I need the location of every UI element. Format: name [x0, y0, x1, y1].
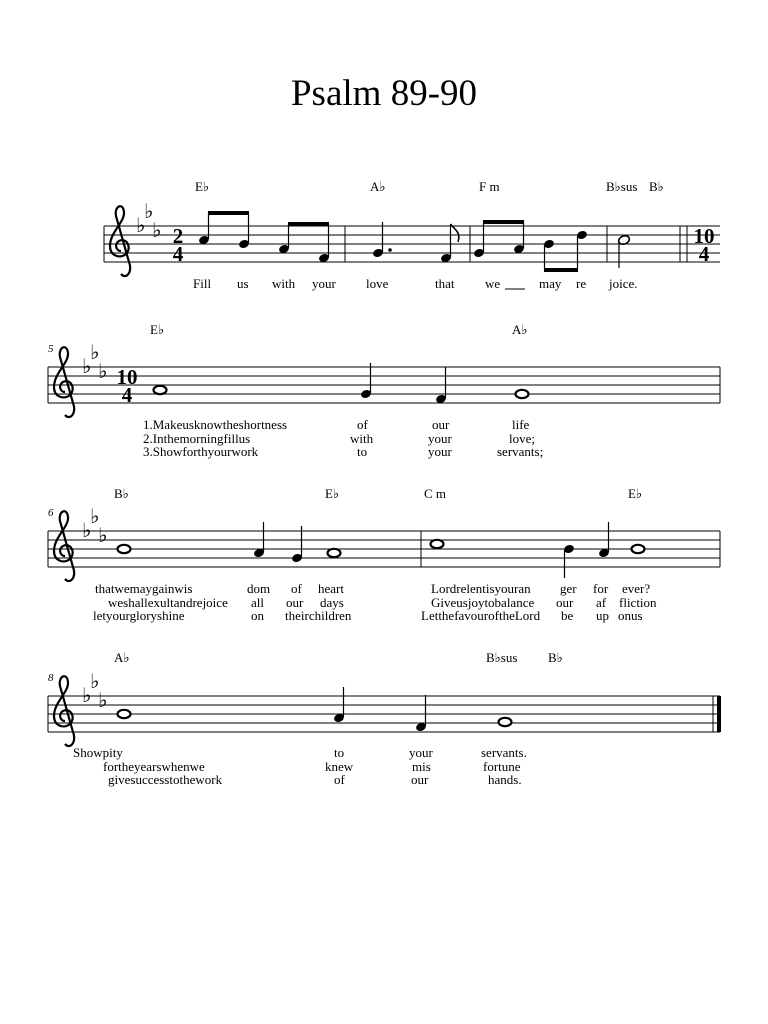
flag	[451, 224, 459, 242]
chord-symbol: B♭	[114, 486, 129, 501]
lyric-syllable: us	[237, 276, 249, 291]
lyric-syllable: Fill	[193, 276, 212, 291]
chord-symbol: E♭	[628, 486, 643, 501]
lyric-syllable: letyourgloryshine	[93, 608, 185, 623]
flat-icon: ♭	[152, 220, 162, 242]
time-signature-numerator: 2	[172, 224, 184, 248]
system-4	[48, 650, 721, 787]
lyric-syllable: hands.	[488, 772, 522, 787]
note-head	[154, 386, 167, 394]
notes-measure-5	[154, 363, 529, 404]
lyrics-verse-2	[108, 595, 657, 610]
flat-icon: ♭	[82, 520, 92, 542]
staff-lines	[48, 367, 720, 403]
lyric-syllable: all	[251, 595, 264, 610]
chord-symbol: A♭	[512, 322, 528, 337]
lyric-syllable: joice.	[609, 276, 638, 291]
notes-measure-7	[431, 522, 645, 578]
lyric-syllable: life	[512, 417, 530, 432]
lyric-syllable: on	[251, 608, 264, 623]
lyric-syllable: Giveusjoytobalance	[431, 595, 535, 610]
lyric-syllable: to	[357, 444, 368, 459]
note-head	[431, 540, 444, 548]
lyric-syllable: your	[312, 276, 336, 291]
lyric-syllable: onus	[618, 608, 643, 623]
flat-icon: ♭	[82, 685, 92, 707]
lyric-syllable: your	[428, 431, 452, 446]
lyrics-verse-3	[143, 444, 543, 459]
lyric-syllable: of	[291, 581, 302, 596]
lyric-syllable: theirchildren	[285, 608, 352, 623]
lyric-syllable: ever?	[622, 581, 651, 596]
notes-measure-6	[118, 522, 341, 563]
lyric-syllable: we	[485, 276, 501, 291]
lyric-syllable: mis	[412, 759, 431, 774]
flat-icon: ♭	[90, 671, 100, 693]
time-signature-denominator: 4	[172, 242, 184, 266]
note-head	[632, 545, 645, 553]
dot	[388, 248, 392, 252]
lyric-syllable: be	[561, 608, 574, 623]
lyric-syllable: knew	[325, 759, 354, 774]
measure-number: 8	[48, 672, 54, 684]
chord-symbol: A♭	[370, 179, 386, 194]
chord-symbol: F m	[479, 179, 500, 194]
staff-lines	[48, 531, 720, 567]
lyrics-verse-3	[93, 608, 643, 623]
notes-measure-4	[617, 234, 630, 268]
notes-measure-8	[118, 687, 512, 732]
lyric-syllable: servants;	[497, 444, 544, 459]
flat-icon: ♭	[144, 201, 154, 223]
flat-icon: ♭	[98, 525, 108, 547]
lyric-syllable: weshallexultandrejoice	[108, 595, 228, 610]
lyric-syllable: fortune	[483, 759, 521, 774]
chord-symbol: B♭	[548, 650, 563, 665]
beam	[544, 268, 578, 272]
time-signature-numerator: 10	[693, 224, 715, 248]
lyric-syllable: our	[556, 595, 574, 610]
final-barline-thick	[717, 696, 721, 732]
system-2	[48, 322, 720, 459]
chord-symbol: A♭	[114, 650, 130, 665]
treble-clef-icon	[110, 206, 130, 276]
note-head	[118, 545, 131, 553]
lyric-syllable: with	[272, 276, 296, 291]
lyric-syllable: Lordrelentisyouran	[431, 581, 531, 596]
lyric-syllable: Showpity	[73, 745, 123, 760]
lyric-syllable: with	[350, 431, 374, 446]
lyric-syllable: 1.Makeusknowtheshortness	[143, 417, 288, 432]
beam	[483, 220, 524, 224]
flat-icon: ♭	[90, 506, 100, 528]
note-head	[499, 718, 512, 726]
lyric-syllable: that	[435, 276, 455, 291]
staff-lines	[48, 696, 720, 732]
chord-symbol: E♭	[150, 322, 165, 337]
measure-number: 5	[48, 343, 54, 355]
beam	[208, 211, 249, 215]
note-head	[118, 710, 131, 718]
chord-symbol: E♭	[195, 179, 210, 194]
lyric-syllable: love	[366, 276, 389, 291]
lyric-syllable: to	[334, 745, 345, 760]
chord-symbol: B♭sus	[486, 650, 518, 665]
lyric-syllable: thatwemaygainwis	[95, 581, 193, 596]
flat-icon: ♭	[136, 215, 146, 237]
lyrics-verse-1	[95, 581, 650, 596]
lyric-syllable: our	[411, 772, 429, 787]
lyrics-verse-3	[108, 772, 522, 787]
lyric-syllable: for	[593, 581, 609, 596]
time-signature-numerator: 10	[116, 365, 138, 389]
beam	[288, 222, 329, 226]
system-1	[104, 179, 720, 291]
time-signature-denominator: 4	[121, 383, 133, 407]
flat-icon: ♭	[82, 356, 92, 378]
lyric-syllable: dom	[247, 581, 271, 596]
note-head	[516, 390, 529, 398]
lyric-syllable: days	[320, 595, 344, 610]
lyric-syllable: your	[428, 444, 452, 459]
lyric-syllable: LetthefavouroftheLord	[421, 608, 541, 623]
lyric-syllable: our	[432, 417, 450, 432]
lyric-syllable: fliction	[619, 595, 657, 610]
chord-symbol: B♭sus	[606, 179, 638, 194]
staff-lines	[104, 226, 720, 262]
lyric-syllable: fortheyearswhenwe	[103, 759, 205, 774]
page-title: Psalm 89-90	[290, 73, 478, 114]
lyric-syllable: of	[357, 417, 368, 432]
lyric-syllable: ger	[560, 581, 577, 596]
lyric-syllable: love;	[509, 431, 535, 446]
lyric-syllable: 3.Showforthyourwork	[143, 444, 259, 459]
lyric-syllable: may	[539, 276, 562, 291]
notes-measure-3	[473, 220, 588, 272]
notes-measure-1	[198, 211, 330, 263]
lyrics-verse	[193, 276, 638, 291]
measure-number: 6	[48, 507, 54, 519]
lyric-syllable: up	[596, 608, 609, 623]
flat-icon: ♭	[98, 361, 108, 383]
chord-symbol: B♭	[649, 179, 664, 194]
treble-clef-icon	[54, 511, 74, 581]
notes-measure-2	[372, 222, 459, 263]
note-head	[328, 549, 341, 557]
system-3	[48, 486, 720, 623]
flat-icon: ♭	[90, 342, 100, 364]
flat-icon: ♭	[98, 690, 108, 712]
chord-symbol: E♭	[325, 486, 340, 501]
lyrics-verse-1	[143, 417, 530, 432]
lyric-syllable: of	[334, 772, 345, 787]
lyric-syllable: servants.	[481, 745, 527, 760]
lyric-syllable: re	[576, 276, 587, 291]
lyric-syllable: heart	[318, 581, 344, 596]
time-signature-denominator: 4	[698, 242, 710, 266]
lyric-syllable: givesuccesstothework	[108, 772, 223, 787]
lyric-syllable: your	[409, 745, 433, 760]
lyric-syllable: af	[596, 595, 607, 610]
chord-symbol: C m	[424, 486, 447, 501]
lyric-syllable: our	[286, 595, 304, 610]
lyrics-verse-1	[73, 745, 527, 760]
treble-clef-icon	[54, 347, 74, 417]
treble-clef-icon	[54, 676, 74, 746]
lyric-syllable: 2.Inthemorningfillus	[143, 431, 251, 446]
